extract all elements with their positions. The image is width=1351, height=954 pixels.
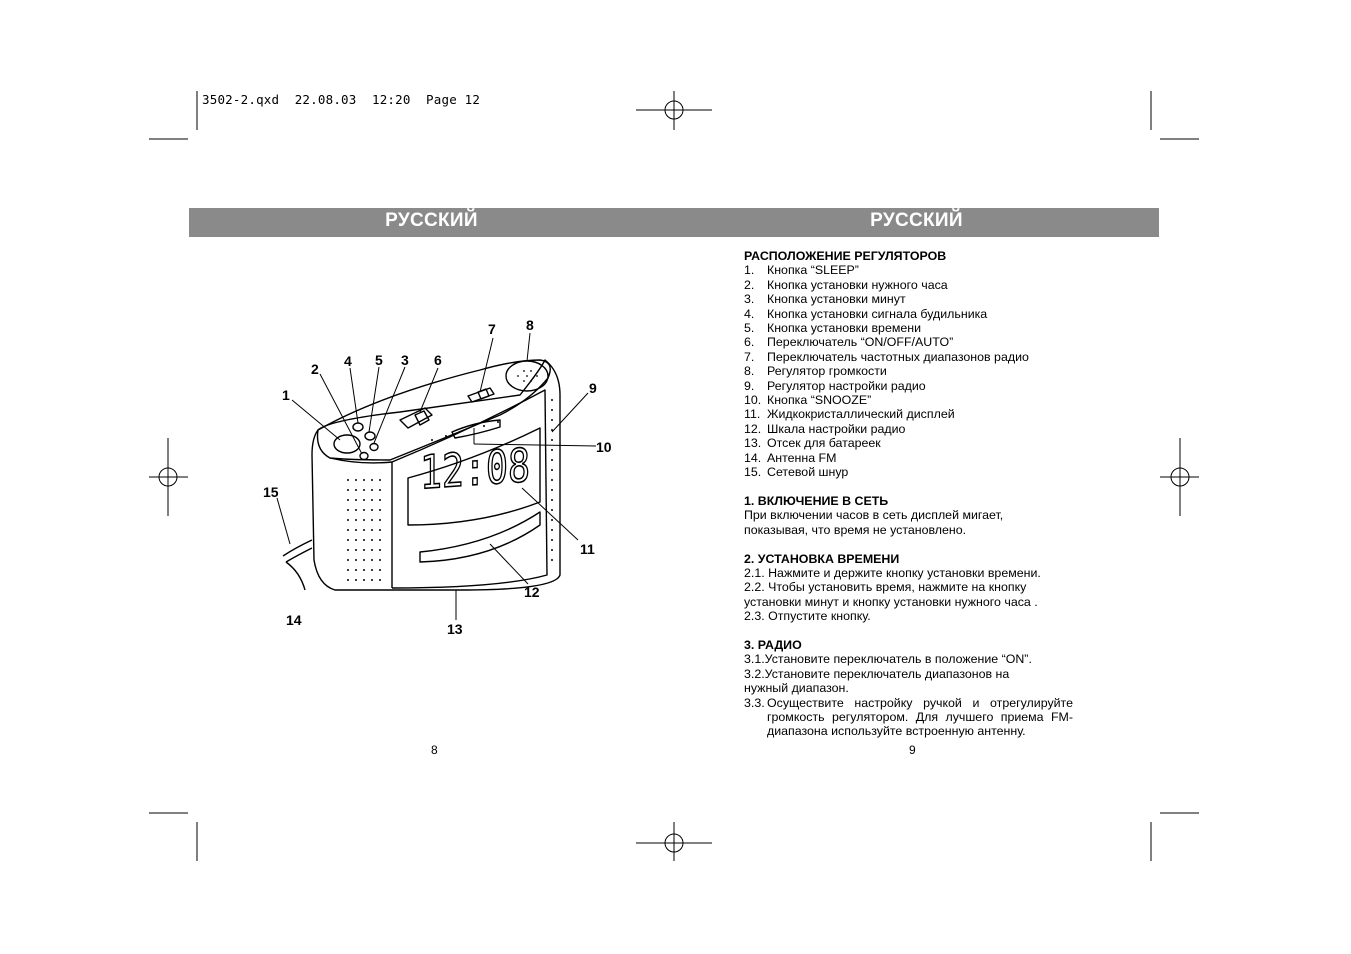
controls-item (744, 350, 1104, 364)
registration-mark-top (636, 91, 712, 130)
controls-item-number: 3. (744, 292, 755, 307)
section3-line: 3.2.Установите переключатель диапазонов на (744, 666, 1010, 681)
controls-item-number: 13. (744, 436, 762, 451)
controls-item-number: 5. (744, 321, 755, 336)
clock-radio-illustration (255, 310, 635, 650)
callout-13: 13 (447, 621, 463, 637)
controls-item (744, 321, 1104, 335)
controls-item-number: 14. (744, 450, 762, 465)
controls-item-number: 11. (744, 407, 761, 422)
callout-8: 8 (526, 317, 534, 333)
callout-5: 5 (375, 352, 383, 368)
controls-description (744, 249, 1104, 739)
section3-line: нужный диапазон. (744, 681, 849, 696)
callout-2: 2 (311, 361, 319, 377)
controls-item (744, 263, 1104, 277)
callout-6: 6 (434, 352, 442, 368)
page-number-left: 8 (431, 743, 438, 757)
page-number-right: 9 (909, 743, 916, 757)
section3-line: 3.1.Установите переключатель в положение “ON”. (744, 652, 1032, 667)
file-slug: 3502-2.qxd 22.08.03 12:20 Page 12 (202, 92, 481, 107)
callout-11: 11 (580, 541, 595, 557)
controls-item (744, 422, 1104, 436)
callout-4: 4 (344, 353, 352, 369)
controls-item-number: 8. (744, 364, 755, 379)
controls-item-number: 4. (744, 306, 755, 321)
callout-15: 15 (263, 484, 279, 500)
controls-item (744, 436, 1104, 450)
section3-item-number: 3.3. (744, 695, 765, 710)
controls-item (744, 307, 1104, 321)
registration-mark-bottom (636, 822, 712, 861)
controls-item-text: Кнопка установки времени (767, 321, 922, 336)
section1-heading: 1. ВКЛЮЧЕНИЕ В СЕТЬ (744, 493, 889, 508)
controls-item-text: Регулятор настройки радио (767, 378, 926, 393)
controls-item-text: Кнопка установки минут (767, 292, 906, 307)
controls-heading: РАСПОЛОЖЕНИЕ РЕГУЛЯТОРОВ (744, 249, 947, 263)
controls-list (744, 263, 1104, 479)
controls-item (744, 465, 1104, 479)
controls-item-number: 6. (744, 335, 755, 350)
controls-item-text: Отсек для батареек (767, 436, 881, 451)
controls-item-number: 7. (744, 349, 755, 364)
registration-mark-left (149, 438, 188, 516)
callout-12: 12 (524, 584, 540, 600)
controls-item-text: Кнопка “SLEEP” (767, 263, 859, 278)
section2-line: 2.3. Отпустите кнопку. (744, 609, 871, 624)
controls-item (744, 407, 1104, 421)
controls-item-number: 10. (744, 393, 762, 408)
controls-item-number: 12. (744, 421, 762, 436)
controls-item-text: Регулятор громкости (767, 364, 887, 379)
section1-line: При включении часов в сеть дисплей мигает, (744, 508, 1004, 523)
controls-item (744, 451, 1104, 465)
controls-item-text: Шкала настройки радио (767, 421, 906, 436)
controls-item-text: Жидкокристаллический дисплей (767, 407, 955, 422)
callout-9: 9 (589, 380, 597, 396)
section3-item (744, 696, 1104, 739)
callout-7: 7 (488, 321, 496, 337)
language-header-bar (189, 208, 1159, 237)
controls-item (744, 364, 1104, 378)
section1-line: показывая, что время не установлено. (744, 522, 967, 537)
lcd-digits: 12:08 (420, 436, 559, 500)
controls-item-number: 15. (744, 465, 762, 480)
controls-item-text: Кнопка “SNOOZE” (767, 393, 872, 408)
section2-line: 2.1. Нажмите и держите кнопку установки времени. (744, 565, 1041, 580)
controls-item-text: Переключатель частотных диапазонов радио (767, 349, 1029, 364)
controls-item-number: 9. (744, 378, 755, 393)
controls-item-text: Антенна FM (767, 450, 837, 465)
controls-item-text: Кнопка установки нужного часа (767, 277, 948, 292)
callout-1: 1 (282, 387, 290, 403)
controls-item (744, 393, 1104, 407)
callout-3: 3 (401, 352, 409, 368)
section2-heading: 2. УСТАНОВКА ВРЕМЕНИ (744, 551, 900, 566)
callout-14: 14 (286, 612, 302, 628)
callout-10: 10 (596, 439, 612, 455)
controls-item-number: 2. (744, 277, 755, 292)
controls-item-text: Переключатель “ON/OFF/AUTO” (767, 335, 954, 350)
controls-item (744, 278, 1104, 292)
controls-item (744, 379, 1104, 393)
header-title-left: РУССКИЙ (385, 210, 478, 231)
section3-heading: 3. РАДИО (744, 637, 802, 652)
controls-item (744, 335, 1104, 349)
registration-mark-right (1160, 438, 1199, 516)
controls-item-number: 1. (744, 263, 755, 278)
controls-item (744, 292, 1104, 306)
header-title-right: РУССКИЙ (870, 210, 963, 231)
section3-item-text: Осуществите настройку ручкой и отрегулируйте громкость регулятором. Для лучшего приема FM-диапазона используйте встроенную антенну. (767, 695, 1073, 739)
controls-item-text: Кнопка установки сигнала будильника (767, 306, 988, 321)
section2-line: 2.2. Чтобы установить время, нажмите на кнопку (744, 580, 1027, 595)
controls-item-text: Сетевой шнур (767, 465, 849, 480)
section2-line: установки минут и кнопку установки нужного часа . (744, 594, 1038, 609)
